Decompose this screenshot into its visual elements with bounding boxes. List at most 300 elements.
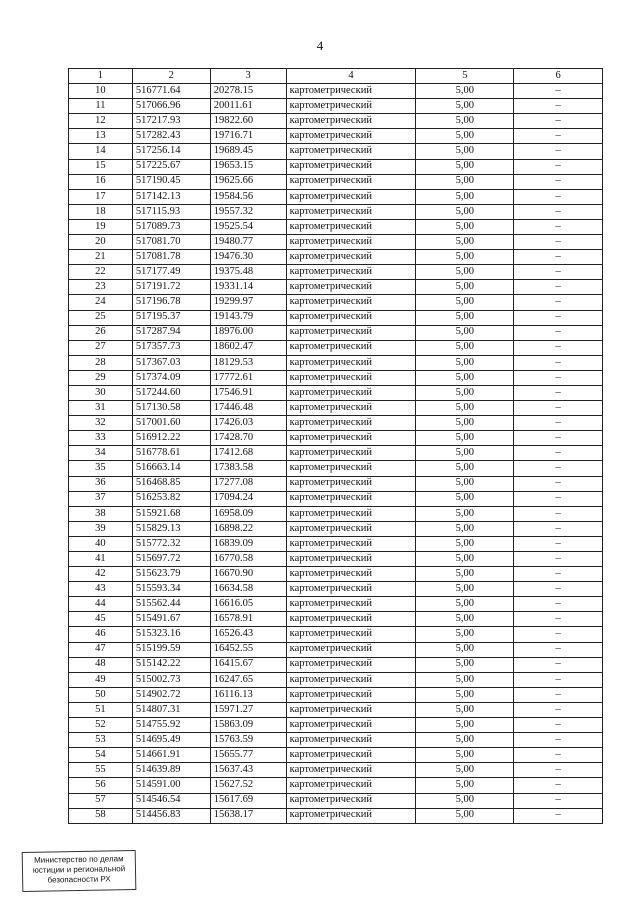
- y-coordinate-cell: 17772.61: [210, 370, 286, 385]
- x-coordinate-cell: 515593.34: [132, 582, 210, 597]
- method-cell: картометрический: [286, 189, 416, 204]
- note-cell: –: [514, 552, 603, 567]
- note-cell: –: [514, 808, 603, 823]
- note-cell: –: [514, 235, 603, 250]
- y-coordinate-cell: 20278.15: [210, 84, 286, 99]
- x-coordinate-cell: 517244.60: [132, 385, 210, 400]
- y-coordinate-cell: 15971.27: [210, 702, 286, 717]
- method-cell: картометрический: [286, 521, 416, 536]
- method-cell: картометрический: [286, 657, 416, 672]
- table-row: [69, 582, 603, 597]
- y-coordinate-cell: 16634.58: [210, 582, 286, 597]
- point-number-cell: 33: [69, 431, 133, 446]
- y-coordinate-cell: 17094.24: [210, 491, 286, 506]
- accuracy-cell: 5,00: [416, 385, 514, 400]
- accuracy-cell: 5,00: [416, 582, 514, 597]
- column-header: 1: [69, 69, 133, 84]
- note-cell: –: [514, 642, 603, 657]
- point-number-cell: 13: [69, 129, 133, 144]
- x-coordinate-cell: 515142.22: [132, 657, 210, 672]
- y-coordinate-cell: 19822.60: [210, 114, 286, 129]
- x-coordinate-cell: 514456.83: [132, 808, 210, 823]
- point-number-cell: 40: [69, 536, 133, 551]
- table-row: [69, 385, 603, 400]
- accuracy-cell: 5,00: [416, 718, 514, 733]
- table-row: [69, 174, 603, 189]
- method-cell: картометрический: [286, 325, 416, 340]
- note-cell: –: [514, 310, 603, 325]
- table-row: [69, 612, 603, 627]
- accuracy-cell: 5,00: [416, 597, 514, 612]
- table-body: [69, 84, 603, 824]
- accuracy-cell: 5,00: [416, 793, 514, 808]
- point-number-cell: 11: [69, 99, 133, 114]
- accuracy-cell: 5,00: [416, 310, 514, 325]
- note-cell: –: [514, 476, 603, 491]
- stamp-line: Министерство по делам: [33, 854, 124, 865]
- y-coordinate-cell: 16958.09: [210, 506, 286, 521]
- x-coordinate-cell: 515323.16: [132, 627, 210, 642]
- y-coordinate-cell: 18129.53: [210, 355, 286, 370]
- accuracy-cell: 5,00: [416, 461, 514, 476]
- point-number-cell: 39: [69, 521, 133, 536]
- point-number-cell: 55: [69, 763, 133, 778]
- column-header: 2: [132, 69, 210, 84]
- method-cell: картометрический: [286, 597, 416, 612]
- method-cell: картометрический: [286, 506, 416, 521]
- method-cell: картометрический: [286, 174, 416, 189]
- y-coordinate-cell: 19625.66: [210, 174, 286, 189]
- point-number-cell: 23: [69, 280, 133, 295]
- accuracy-cell: 5,00: [416, 114, 514, 129]
- accuracy-cell: 5,00: [416, 401, 514, 416]
- y-coordinate-cell: 16116.13: [210, 687, 286, 702]
- point-number-cell: 46: [69, 627, 133, 642]
- table-row: [69, 355, 603, 370]
- point-number-cell: 17: [69, 189, 133, 204]
- note-cell: –: [514, 506, 603, 521]
- stamp-line: безопасности РХ: [47, 874, 111, 885]
- x-coordinate-cell: 514695.49: [132, 733, 210, 748]
- note-cell: –: [514, 461, 603, 476]
- table-row: [69, 84, 603, 99]
- accuracy-cell: 5,00: [416, 702, 514, 717]
- note-cell: –: [514, 219, 603, 234]
- y-coordinate-cell: 19375.48: [210, 265, 286, 280]
- y-coordinate-cell: 19143.79: [210, 310, 286, 325]
- table-row: [69, 687, 603, 702]
- x-coordinate-cell: 517001.60: [132, 416, 210, 431]
- x-coordinate-cell: 514546.54: [132, 793, 210, 808]
- note-cell: –: [514, 159, 603, 174]
- accuracy-cell: 5,00: [416, 536, 514, 551]
- note-cell: –: [514, 265, 603, 280]
- point-number-cell: 18: [69, 204, 133, 219]
- table-row: [69, 310, 603, 325]
- note-cell: –: [514, 718, 603, 733]
- table-row: [69, 702, 603, 717]
- x-coordinate-cell: 516778.61: [132, 446, 210, 461]
- point-number-cell: 31: [69, 401, 133, 416]
- method-cell: картометрический: [286, 567, 416, 582]
- note-cell: –: [514, 431, 603, 446]
- point-number-cell: 42: [69, 567, 133, 582]
- table-row: [69, 250, 603, 265]
- x-coordinate-cell: 517081.78: [132, 250, 210, 265]
- y-coordinate-cell: 19557.32: [210, 204, 286, 219]
- method-cell: картометрический: [286, 476, 416, 491]
- note-cell: –: [514, 385, 603, 400]
- table-row: [69, 672, 603, 687]
- point-number-cell: 25: [69, 310, 133, 325]
- note-cell: –: [514, 702, 603, 717]
- note-cell: –: [514, 748, 603, 763]
- accuracy-cell: 5,00: [416, 657, 514, 672]
- point-number-cell: 29: [69, 370, 133, 385]
- note-cell: –: [514, 793, 603, 808]
- table-row: [69, 265, 603, 280]
- x-coordinate-cell: 515623.79: [132, 567, 210, 582]
- method-cell: картометрический: [286, 355, 416, 370]
- point-number-cell: 34: [69, 446, 133, 461]
- x-coordinate-cell: 517287.94: [132, 325, 210, 340]
- x-coordinate-cell: 517196.78: [132, 295, 210, 310]
- x-coordinate-cell: 516663.14: [132, 461, 210, 476]
- x-coordinate-cell: 517195.37: [132, 310, 210, 325]
- note-cell: –: [514, 521, 603, 536]
- y-coordinate-cell: 19476.30: [210, 250, 286, 265]
- table-header-row: [69, 69, 603, 84]
- stamp-line: юстиции и региональной: [32, 864, 126, 875]
- method-cell: картометрический: [286, 431, 416, 446]
- method-cell: картометрический: [286, 416, 416, 431]
- note-cell: –: [514, 204, 603, 219]
- method-cell: картометрический: [286, 159, 416, 174]
- note-cell: –: [514, 340, 603, 355]
- table-row: [69, 325, 603, 340]
- table-row: [69, 506, 603, 521]
- accuracy-cell: 5,00: [416, 340, 514, 355]
- point-number-cell: 54: [69, 748, 133, 763]
- method-cell: картометрический: [286, 627, 416, 642]
- accuracy-cell: 5,00: [416, 219, 514, 234]
- note-cell: –: [514, 567, 603, 582]
- table-row: [69, 491, 603, 506]
- point-number-cell: 57: [69, 793, 133, 808]
- note-cell: –: [514, 295, 603, 310]
- point-number-cell: 45: [69, 612, 133, 627]
- accuracy-cell: 5,00: [416, 748, 514, 763]
- table-row: [69, 219, 603, 234]
- point-number-cell: 24: [69, 295, 133, 310]
- x-coordinate-cell: 515562.44: [132, 597, 210, 612]
- x-coordinate-cell: 516912.22: [132, 431, 210, 446]
- point-number-cell: 44: [69, 597, 133, 612]
- accuracy-cell: 5,00: [416, 778, 514, 793]
- accuracy-cell: 5,00: [416, 265, 514, 280]
- note-cell: –: [514, 370, 603, 385]
- table-row: [69, 567, 603, 582]
- note-cell: –: [514, 250, 603, 265]
- table-row: [69, 657, 603, 672]
- accuracy-cell: 5,00: [416, 295, 514, 310]
- accuracy-cell: 5,00: [416, 280, 514, 295]
- method-cell: картометрический: [286, 582, 416, 597]
- x-coordinate-cell: 517217.93: [132, 114, 210, 129]
- accuracy-cell: 5,00: [416, 506, 514, 521]
- x-coordinate-cell: 517081.70: [132, 235, 210, 250]
- method-cell: картометрический: [286, 778, 416, 793]
- point-number-cell: 10: [69, 84, 133, 99]
- y-coordinate-cell: 16616.05: [210, 597, 286, 612]
- point-number-cell: 32: [69, 416, 133, 431]
- point-number-cell: 27: [69, 340, 133, 355]
- method-cell: картометрический: [286, 84, 416, 99]
- x-coordinate-cell: 515921.68: [132, 506, 210, 521]
- method-cell: картометрический: [286, 370, 416, 385]
- note-cell: –: [514, 612, 603, 627]
- table-row: [69, 627, 603, 642]
- y-coordinate-cell: 15655.77: [210, 748, 286, 763]
- point-number-cell: 15: [69, 159, 133, 174]
- y-coordinate-cell: 15627.52: [210, 778, 286, 793]
- x-coordinate-cell: 514661.91: [132, 748, 210, 763]
- accuracy-cell: 5,00: [416, 99, 514, 114]
- accuracy-cell: 5,00: [416, 235, 514, 250]
- accuracy-cell: 5,00: [416, 84, 514, 99]
- y-coordinate-cell: 17428.70: [210, 431, 286, 446]
- table-row: [69, 748, 603, 763]
- x-coordinate-cell: 517256.14: [132, 144, 210, 159]
- point-number-cell: 53: [69, 733, 133, 748]
- point-number-cell: 48: [69, 657, 133, 672]
- x-coordinate-cell: 514902.72: [132, 687, 210, 702]
- table-row: [69, 159, 603, 174]
- column-header: 4: [286, 69, 416, 84]
- method-cell: картометрический: [286, 114, 416, 129]
- x-coordinate-cell: 515697.72: [132, 552, 210, 567]
- table-row: [69, 552, 603, 567]
- x-coordinate-cell: 517374.09: [132, 370, 210, 385]
- table-row: [69, 295, 603, 310]
- method-cell: картометрический: [286, 536, 416, 551]
- table-row: [69, 793, 603, 808]
- coordinates-table: [68, 68, 603, 824]
- table-row: [69, 370, 603, 385]
- method-cell: картометрический: [286, 793, 416, 808]
- table-row: [69, 401, 603, 416]
- table-row: [69, 597, 603, 612]
- table-row: [69, 476, 603, 491]
- table-row: [69, 431, 603, 446]
- method-cell: картометрический: [286, 250, 416, 265]
- y-coordinate-cell: 19689.45: [210, 144, 286, 159]
- table-row: [69, 461, 603, 476]
- table-row: [69, 808, 603, 823]
- x-coordinate-cell: 514807.31: [132, 702, 210, 717]
- x-coordinate-cell: 514591.00: [132, 778, 210, 793]
- x-coordinate-cell: 517191.72: [132, 280, 210, 295]
- accuracy-cell: 5,00: [416, 416, 514, 431]
- note-cell: –: [514, 763, 603, 778]
- accuracy-cell: 5,00: [416, 627, 514, 642]
- method-cell: картометрический: [286, 310, 416, 325]
- note-cell: –: [514, 778, 603, 793]
- accuracy-cell: 5,00: [416, 476, 514, 491]
- x-coordinate-cell: 517357.73: [132, 340, 210, 355]
- point-number-cell: 16: [69, 174, 133, 189]
- point-number-cell: 20: [69, 235, 133, 250]
- table-row: [69, 340, 603, 355]
- accuracy-cell: 5,00: [416, 325, 514, 340]
- method-cell: картометрический: [286, 718, 416, 733]
- table-row: [69, 718, 603, 733]
- point-number-cell: 28: [69, 355, 133, 370]
- accuracy-cell: 5,00: [416, 612, 514, 627]
- method-cell: картометрический: [286, 385, 416, 400]
- table-row: [69, 204, 603, 219]
- accuracy-cell: 5,00: [416, 446, 514, 461]
- accuracy-cell: 5,00: [416, 567, 514, 582]
- point-number-cell: 50: [69, 687, 133, 702]
- note-cell: –: [514, 627, 603, 642]
- y-coordinate-cell: 15617.69: [210, 793, 286, 808]
- y-coordinate-cell: 19653.15: [210, 159, 286, 174]
- method-cell: картометрический: [286, 702, 416, 717]
- y-coordinate-cell: 17426.03: [210, 416, 286, 431]
- accuracy-cell: 5,00: [416, 642, 514, 657]
- point-number-cell: 37: [69, 491, 133, 506]
- accuracy-cell: 5,00: [416, 370, 514, 385]
- accuracy-cell: 5,00: [416, 174, 514, 189]
- accuracy-cell: 5,00: [416, 204, 514, 219]
- accuracy-cell: 5,00: [416, 491, 514, 506]
- note-cell: –: [514, 114, 603, 129]
- x-coordinate-cell: 515491.67: [132, 612, 210, 627]
- y-coordinate-cell: 16247.65: [210, 672, 286, 687]
- point-number-cell: 26: [69, 325, 133, 340]
- y-coordinate-cell: 16770.58: [210, 552, 286, 567]
- accuracy-cell: 5,00: [416, 672, 514, 687]
- x-coordinate-cell: 517142.13: [132, 189, 210, 204]
- point-number-cell: 21: [69, 250, 133, 265]
- table-row: [69, 763, 603, 778]
- note-cell: –: [514, 582, 603, 597]
- accuracy-cell: 5,00: [416, 159, 514, 174]
- point-number-cell: 56: [69, 778, 133, 793]
- point-number-cell: 36: [69, 476, 133, 491]
- accuracy-cell: 5,00: [416, 129, 514, 144]
- table-row: [69, 189, 603, 204]
- method-cell: картометрический: [286, 235, 416, 250]
- y-coordinate-cell: 16670.90: [210, 567, 286, 582]
- y-coordinate-cell: 15638.17: [210, 808, 286, 823]
- y-coordinate-cell: 15763.59: [210, 733, 286, 748]
- y-coordinate-cell: 19299.97: [210, 295, 286, 310]
- point-number-cell: 14: [69, 144, 133, 159]
- table-row: [69, 733, 603, 748]
- note-cell: –: [514, 355, 603, 370]
- method-cell: картометрический: [286, 280, 416, 295]
- note-cell: –: [514, 491, 603, 506]
- x-coordinate-cell: 514755.92: [132, 718, 210, 733]
- y-coordinate-cell: 19480.77: [210, 235, 286, 250]
- y-coordinate-cell: 15637.43: [210, 763, 286, 778]
- x-coordinate-cell: 515002.73: [132, 672, 210, 687]
- x-coordinate-cell: 517225.67: [132, 159, 210, 174]
- note-cell: –: [514, 416, 603, 431]
- x-coordinate-cell: 516253.82: [132, 491, 210, 506]
- point-number-cell: 49: [69, 672, 133, 687]
- point-number-cell: 22: [69, 265, 133, 280]
- x-coordinate-cell: 515772.32: [132, 536, 210, 551]
- table-row: [69, 99, 603, 114]
- y-coordinate-cell: 15863.09: [210, 718, 286, 733]
- x-coordinate-cell: 517177.49: [132, 265, 210, 280]
- method-cell: картометрический: [286, 461, 416, 476]
- method-cell: картометрический: [286, 808, 416, 823]
- y-coordinate-cell: 16898.22: [210, 521, 286, 536]
- method-cell: картометрический: [286, 672, 416, 687]
- x-coordinate-cell: 517115.93: [132, 204, 210, 219]
- point-number-cell: 41: [69, 552, 133, 567]
- method-cell: картометрический: [286, 552, 416, 567]
- accuracy-cell: 5,00: [416, 733, 514, 748]
- method-cell: картометрический: [286, 144, 416, 159]
- method-cell: картометрический: [286, 733, 416, 748]
- x-coordinate-cell: 515829.13: [132, 521, 210, 536]
- note-cell: –: [514, 657, 603, 672]
- point-number-cell: 52: [69, 718, 133, 733]
- method-cell: картометрический: [286, 491, 416, 506]
- y-coordinate-cell: 17546.91: [210, 385, 286, 400]
- method-cell: картометрический: [286, 446, 416, 461]
- table-row: [69, 129, 603, 144]
- table-row: [69, 280, 603, 295]
- method-cell: картометрический: [286, 265, 416, 280]
- x-coordinate-cell: 517282.43: [132, 129, 210, 144]
- table-row: [69, 416, 603, 431]
- y-coordinate-cell: 20011.61: [210, 99, 286, 114]
- note-cell: –: [514, 99, 603, 114]
- table-row: [69, 235, 603, 250]
- note-cell: –: [514, 536, 603, 551]
- accuracy-cell: 5,00: [416, 431, 514, 446]
- method-cell: картометрический: [286, 642, 416, 657]
- y-coordinate-cell: 16578.91: [210, 612, 286, 627]
- note-cell: –: [514, 129, 603, 144]
- point-number-cell: 58: [69, 808, 133, 823]
- method-cell: картометрический: [286, 687, 416, 702]
- table-row: [69, 778, 603, 793]
- point-number-cell: 19: [69, 219, 133, 234]
- accuracy-cell: 5,00: [416, 808, 514, 823]
- point-number-cell: 51: [69, 702, 133, 717]
- y-coordinate-cell: 16452.55: [210, 642, 286, 657]
- method-cell: картометрический: [286, 748, 416, 763]
- table-row: [69, 536, 603, 551]
- y-coordinate-cell: 16526.43: [210, 627, 286, 642]
- table-row: [69, 446, 603, 461]
- accuracy-cell: 5,00: [416, 250, 514, 265]
- method-cell: картометрический: [286, 129, 416, 144]
- note-cell: –: [514, 325, 603, 340]
- accuracy-cell: 5,00: [416, 552, 514, 567]
- column-header: 5: [416, 69, 514, 84]
- y-coordinate-cell: 17383.58: [210, 461, 286, 476]
- note-cell: –: [514, 733, 603, 748]
- accuracy-cell: 5,00: [416, 763, 514, 778]
